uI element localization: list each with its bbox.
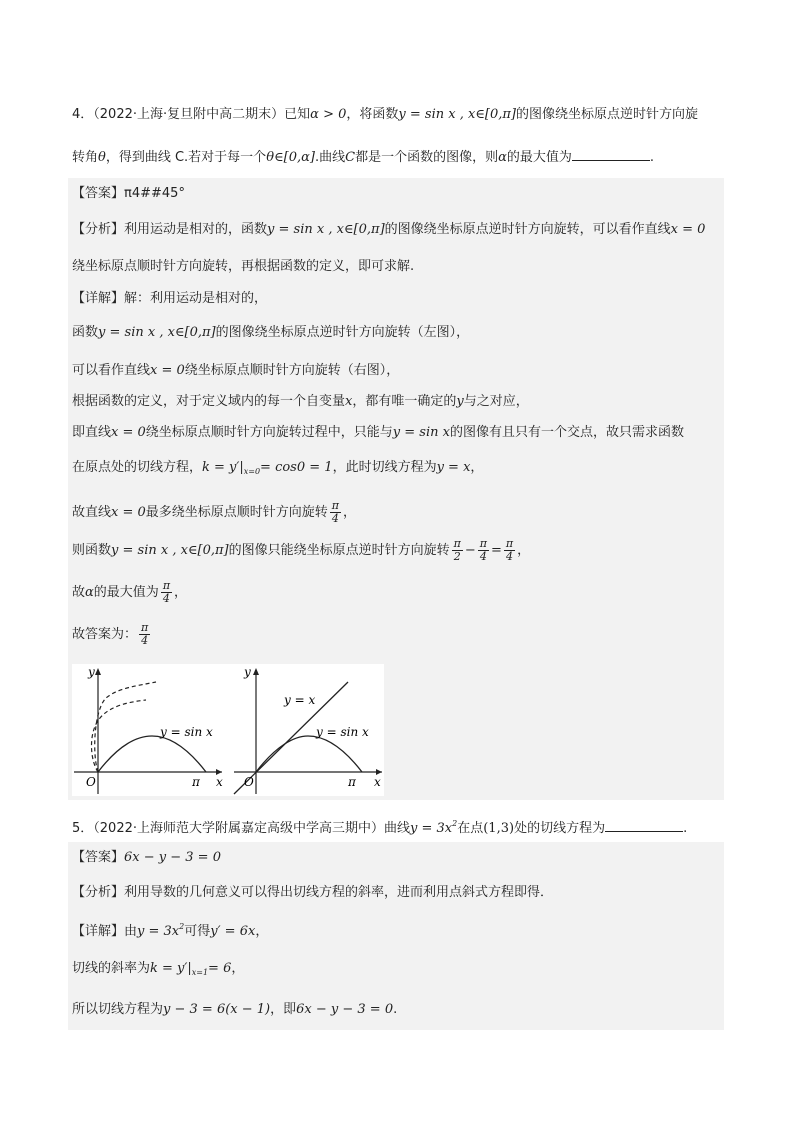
q4-number: 4． <box>72 107 94 122</box>
analysis-text: 的图像绕坐标原点逆时针方向旋转，可以看作直线 <box>384 222 671 237</box>
detail-x0: x = 0 <box>111 425 146 440</box>
q5-detail-line1 <box>72 918 268 941</box>
q5-text: 处的切线方程为 <box>514 821 606 836</box>
q4-cond2: θ∈[0,α] <box>266 150 315 165</box>
origin-label: O <box>244 775 254 789</box>
analysis-text: 利用运动是相对的，函数 <box>124 222 268 237</box>
detail-text: 则函数 <box>72 543 112 558</box>
detail-text: 的图像绕坐标原点逆时针方向旋转（左图）， <box>215 325 470 340</box>
detail-text: 故 <box>72 585 86 600</box>
detail-y: y <box>456 394 464 409</box>
q4-cond1: α > 0 <box>310 107 347 122</box>
detail-slope-sub: x=1 <box>191 968 209 977</box>
pi-label: π <box>192 775 200 789</box>
detail-text: ， <box>174 585 188 600</box>
detail-text: ， <box>470 460 484 475</box>
detail-text: ， <box>255 924 269 939</box>
frac-den: 4 <box>162 592 170 605</box>
detail-x: x <box>345 394 353 409</box>
detail-func: y = sin x , x∈[0,π] <box>111 543 229 558</box>
frac-den: 2 <box>453 550 461 563</box>
frac-num: π <box>141 621 149 634</box>
analysis-text: 绕坐标原点顺时针方向旋转，再根据函数的定义，即可求解. <box>72 259 415 274</box>
detail-text: ，此时切线方程为 <box>332 460 437 475</box>
fraction-pi-4 <box>478 538 489 563</box>
detail-slope-sub: x=0 <box>243 467 261 476</box>
rotation-figure <box>72 664 384 796</box>
y-axis-label: y <box>244 665 251 679</box>
detail-text: 最多绕坐标原点顺时针方向旋转 <box>145 505 328 520</box>
q4-analysis-line2 <box>72 258 414 276</box>
frac-den: 4 <box>141 634 149 647</box>
detail-text: ， <box>231 961 245 976</box>
q5-analysis <box>72 884 553 902</box>
detail-text: 与之对应， <box>463 394 529 409</box>
q4-stem-line1 <box>72 106 698 124</box>
q4-detail-line10 <box>72 622 152 648</box>
detail-label: 【详解】 <box>72 924 125 939</box>
detail-slope: k = y′| <box>150 961 192 976</box>
q5-point: (1,3) <box>483 821 515 836</box>
q4-text: 转角 <box>72 150 99 165</box>
detail-exponent: 2 <box>179 922 185 931</box>
detail-x0: x = 0 <box>150 363 185 378</box>
q4-detail-line3 <box>72 362 399 380</box>
analysis-text: 利用导数的几何意义可以得出切线方程的斜率，进而利用点斜式方程即得． <box>124 885 554 900</box>
origin-label: O <box>86 775 96 789</box>
x-axis-label: x <box>216 775 223 789</box>
detail-text: 故直线 <box>72 505 112 520</box>
q5-answer <box>72 849 221 867</box>
answer-blank <box>605 819 683 832</box>
q4-alpha: α <box>498 150 507 165</box>
detail-text: 的图像只能绕坐标原点逆时针方向旋转 <box>228 543 450 558</box>
answer-blank <box>572 148 650 161</box>
q5-detail-line3 <box>72 1001 397 1019</box>
q4-text: . <box>649 150 655 165</box>
detail-x0: x = 0 <box>111 505 146 520</box>
q4-curve-c: C <box>345 150 356 165</box>
q4-func: y = sin x , x∈[0,π] <box>398 107 516 122</box>
q4-text: 的最大值为 <box>506 150 572 165</box>
q5-number: 5． <box>72 821 94 836</box>
detail-text: ， <box>517 543 531 558</box>
fraction-pi-4 <box>504 538 515 563</box>
minus-sign: − <box>464 543 476 558</box>
detail-text: 根据函数的定义，对于定义域内的每一个自变量 <box>72 394 346 409</box>
detail-text: ， <box>343 505 357 520</box>
q4-analysis-line1 <box>72 221 705 239</box>
analysis-label: 【分析】 <box>72 885 125 900</box>
fraction-pi-4 <box>139 622 150 647</box>
q4-text: .曲线 <box>314 150 346 165</box>
answer-label: 【答案】 <box>72 186 125 201</box>
q5-detail-line2 <box>72 960 244 982</box>
detail-text: ，都有唯一确定的 <box>352 394 457 409</box>
sine-label: y = sin x <box>160 725 213 739</box>
x-axis-label: x <box>374 775 381 789</box>
y-axis-label: y <box>88 665 95 679</box>
detail-func: y = sin x , x∈[0,π] <box>98 325 216 340</box>
detail-slope-value: = 6 <box>208 961 232 976</box>
detail-label: 【详解】 <box>72 291 125 306</box>
frac-num: π <box>331 499 340 512</box>
q4-source: （2022·上海·复旦附中高二期末） <box>93 107 285 122</box>
detail-text: 切线的斜率为 <box>72 961 151 976</box>
detail-text: 的图像有且只有一个交点，故只需求函数 <box>449 425 684 440</box>
detail-result: 6x − y − 3 = 0 <box>296 1002 394 1017</box>
frac-num: π <box>479 537 488 550</box>
detail-text: 可得 <box>184 924 211 939</box>
fraction-pi-4 <box>161 580 172 605</box>
detail-text: 绕坐标原点顺时针方向旋转（右图）， <box>184 363 400 378</box>
detail-text: . <box>393 1002 398 1017</box>
q5-text: 曲线 <box>384 821 411 836</box>
analysis-x0: x = 0 <box>670 222 706 237</box>
frac-den: 4 <box>506 550 514 563</box>
answer-label: 【答案】 <box>72 850 125 865</box>
frac-den: 4 <box>479 550 487 563</box>
detail-text: 即直线 <box>72 425 112 440</box>
q4-text: 的图像绕坐标原点逆时针方向旋 <box>516 107 699 122</box>
detail-tangent: y = x <box>436 460 471 475</box>
q5-text: 在点 <box>457 821 484 836</box>
q4-text: ，将函数 <box>346 107 399 122</box>
analysis-func: y = sin x , x∈[0,π] <box>267 222 385 237</box>
q4-stem-line2 <box>72 148 654 167</box>
q5-curve: y = 3x <box>410 821 453 836</box>
fraction-pi-4 <box>330 500 341 525</box>
detail-tangent: y − 3 = 6(x − 1) <box>163 1002 271 1017</box>
q4-detail-line9 <box>72 580 187 606</box>
answer-value: π4##45° <box>124 186 185 201</box>
q4-detail-line4 <box>72 393 529 411</box>
q4-text: 都是一个函数的图像，则 <box>355 150 499 165</box>
q4-text: ，得到曲线 C.若对于每一个 <box>105 150 267 165</box>
q4-detail-line5 <box>72 424 684 442</box>
frac-num: π <box>162 579 171 592</box>
frac-num: π <box>453 537 461 550</box>
line-label: y = x <box>284 693 316 707</box>
equals-sign: = <box>491 543 502 558</box>
frac-num: π <box>505 537 514 550</box>
detail-text: 解：利用运动是相对的， <box>124 291 268 306</box>
q5-source: （2022·上海师范大学附属嘉定高级中学高三期中） <box>93 821 384 836</box>
q4-detail-line8 <box>72 538 530 564</box>
q4-detail-line6 <box>72 459 483 481</box>
detail-curve: y = 3x <box>137 924 180 939</box>
q4-detail-line2 <box>72 324 469 342</box>
q4-text: 已知 <box>284 107 311 122</box>
analysis-label: 【分析】 <box>72 222 125 237</box>
detail-sin: y = sin x <box>392 425 450 440</box>
q5-stem <box>72 815 687 838</box>
detail-text: 的最大值为 <box>93 585 159 600</box>
pi-label: π <box>348 775 356 789</box>
q5-exponent: 2 <box>452 819 458 828</box>
detail-text: 在原点处的切线方程， <box>72 460 203 475</box>
q4-answer <box>72 185 185 203</box>
frac-den: 4 <box>331 512 339 525</box>
detail-text: 故答案为： <box>72 627 138 642</box>
detail-alpha: α <box>85 585 94 600</box>
detail-slope-value: = cos0 = 1 <box>260 460 333 475</box>
detail-slope: k = y′| <box>202 460 244 475</box>
detail-text: 可以看作直线 <box>72 363 151 378</box>
detail-text: 由 <box>124 924 138 939</box>
detail-text: ，即 <box>270 1002 297 1017</box>
q5-text: . <box>683 821 688 836</box>
sine-label: y = sin x <box>316 725 369 739</box>
answer-value: 6x − y − 3 = 0 <box>124 850 221 865</box>
detail-derivative: y′ = 6x <box>210 924 256 939</box>
fraction-pi-2 <box>452 538 463 563</box>
detail-text: 所以切线方程为 <box>72 1002 164 1017</box>
q4-theta: θ <box>98 150 106 165</box>
detail-text: 绕坐标原点顺时针方向旋转过程中，只能与 <box>145 425 393 440</box>
q4-detail-line7 <box>72 500 356 526</box>
q4-detail-line1 <box>72 290 267 308</box>
detail-text: 函数 <box>72 325 99 340</box>
